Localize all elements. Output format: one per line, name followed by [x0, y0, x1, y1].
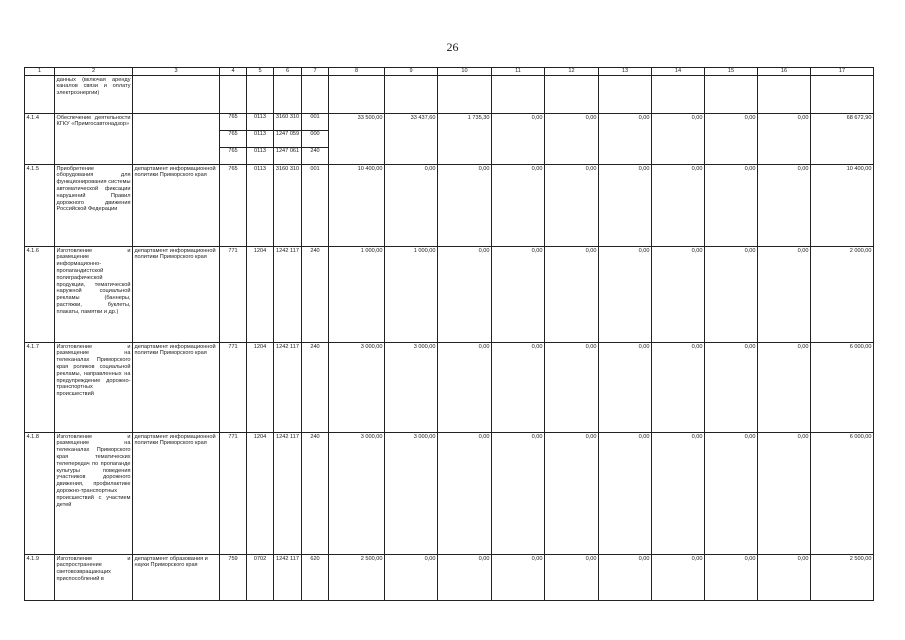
code-segment: 0113: [247, 114, 273, 131]
code-c7: 240: [302, 247, 329, 343]
amount-c12: 0,00: [545, 433, 599, 555]
code-c6: 1242 117: [274, 555, 302, 601]
item-name: Приобретение оборудования для функционирования системы автоматической фиксации нарушений Правил дорожного движения Российской Федерации: [55, 165, 133, 247]
table-row: [25, 114, 874, 165]
code-segment: 1247 059: [274, 131, 301, 148]
item-executor: департамент информационной политики Приморского края: [133, 247, 220, 343]
amount-c8: 3 000,00: [329, 433, 385, 555]
amount-c12: 0,00: [545, 343, 599, 433]
code-segment: 0113: [253, 148, 267, 154]
amount-c9: 1 000,00: [385, 247, 438, 343]
header-cell: 3: [133, 68, 220, 76]
item-number: 4.1.4: [25, 114, 55, 165]
header-cell: 9: [385, 68, 438, 76]
amount-c16: 0,00: [758, 433, 811, 555]
program-table: [24, 67, 874, 601]
item-number: 4.1.8: [25, 433, 55, 555]
header-cell: 2: [55, 68, 133, 76]
header-cell: 11: [492, 68, 545, 76]
code-c6: 1242 117: [274, 433, 302, 555]
amount-c12: 0,00: [545, 165, 599, 247]
continuation-text: данных (включая аренду каналов связи и оплату электроэнергии): [55, 76, 133, 114]
amount-c17: 2 000,00: [811, 247, 874, 343]
amount-c14: 0,00: [652, 343, 705, 433]
code-segment: 1247 061: [275, 148, 300, 154]
code-segment: 240: [310, 148, 320, 154]
header-cell: 8: [329, 68, 385, 76]
amount-c13: 0,00: [599, 165, 652, 247]
code-cell-c5: [247, 114, 274, 165]
amount-c17: 2 500,00: [811, 555, 874, 601]
amount-c10: 0,00: [438, 165, 492, 247]
amount-c12: 0,00: [545, 247, 599, 343]
code-segment: 3160 310: [274, 114, 301, 131]
item-number: 4.1.7: [25, 343, 55, 433]
code-c5: 1204: [247, 343, 274, 433]
amount-c13: 0,00: [599, 114, 652, 165]
amount-c11: 0,00: [492, 555, 545, 601]
code-c7: 240: [302, 433, 329, 555]
page-number: 26: [446, 40, 459, 54]
code-segment: 000: [302, 131, 328, 148]
amount-c10: 1 735,30: [438, 114, 492, 165]
amount-c10: 0,00: [438, 343, 492, 433]
amount-c11: 0,00: [492, 343, 545, 433]
amount-c11: 0,00: [492, 247, 545, 343]
amount-c14: 0,00: [652, 114, 705, 165]
item-number: 4.1.5: [25, 165, 55, 247]
amount-c14: 0,00: [652, 247, 705, 343]
continuation-row: [25, 76, 874, 114]
code-c7: 240: [302, 343, 329, 433]
amount-c8: 3 000,00: [329, 343, 385, 433]
code-c4: 765: [220, 165, 247, 247]
item-executor: департамент информационной политики Приморского края: [133, 433, 220, 555]
code-segment: 765: [220, 114, 246, 131]
item-number: 4.1.9: [25, 555, 55, 601]
amount-c10: 0,00: [438, 433, 492, 555]
item-name: Обеспечение деятельности КГКУ «Примгосавтонадзор»: [55, 114, 133, 165]
amount-c13: 0,00: [599, 433, 652, 555]
amount-c8: 2 500,00: [329, 555, 385, 601]
amount-c8: 1 000,00: [329, 247, 385, 343]
item-executor: департамент информационной политики Приморского края: [133, 343, 220, 433]
table-row: [25, 343, 874, 433]
code-segment: 765: [220, 131, 246, 148]
amount-c11: 0,00: [492, 433, 545, 555]
amount-c15: 0,00: [705, 247, 758, 343]
code-segment: 765: [228, 148, 238, 154]
table-row: [25, 555, 874, 601]
amount-c14: 0,00: [652, 433, 705, 555]
amount-c15: 0,00: [705, 114, 758, 165]
amount-c16: 0,00: [758, 247, 811, 343]
amount-c8: 33 500,00: [329, 114, 385, 165]
amount-c12: 0,00: [545, 114, 599, 165]
amount-c16: 0,00: [758, 114, 811, 165]
code-segment: 0113: [247, 131, 273, 148]
code-c6: 1242 117: [274, 247, 302, 343]
item-name: Изготовление и размещение информационно-пропагандистской полиграфической продукции, тематической наружной социальной рекламы (баннеры, растяжки, буклеты, плакаты, памятки и др.): [55, 247, 133, 343]
amount-c16: 0,00: [758, 165, 811, 247]
header-cell: 7: [302, 68, 329, 76]
header-cell: 10: [438, 68, 492, 76]
item-name: Изготовление и распространение световозвращающих приспособлений в: [55, 555, 133, 601]
code-c4: 771: [220, 247, 247, 343]
amount-c9: 0,00: [385, 165, 438, 247]
amount-c12: 0,00: [545, 555, 599, 601]
amount-c13: 0,00: [599, 343, 652, 433]
item-executor: департамент образования и науки Приморского края: [133, 555, 220, 601]
table-row: [25, 165, 874, 247]
header-cell: 14: [652, 68, 705, 76]
amount-c10: 0,00: [438, 247, 492, 343]
amount-c17: 6 000,00: [811, 433, 874, 555]
code-cell-c6: [274, 114, 302, 165]
code-c7: 620: [302, 555, 329, 601]
amount-c15: 0,00: [705, 555, 758, 601]
header-row: [25, 68, 874, 76]
amount-c11: 0,00: [492, 114, 545, 165]
amount-c17: 6 000,00: [811, 343, 874, 433]
header-cell: 4: [220, 68, 247, 76]
amount-c9: 0,00: [385, 555, 438, 601]
header-cell: 5: [247, 68, 274, 76]
amount-c14: 0,00: [652, 165, 705, 247]
amount-c9: 3 000,00: [385, 343, 438, 433]
code-c6: 3160 310: [274, 165, 302, 247]
header-cell: 6: [274, 68, 302, 76]
item-number: 4.1.6: [25, 247, 55, 343]
amount-c13: 0,00: [599, 247, 652, 343]
amount-c17: 68 672,90: [811, 114, 874, 165]
amount-c15: 0,00: [705, 343, 758, 433]
code-cell-c4: [220, 114, 247, 165]
amount-c9: 3 000,00: [385, 433, 438, 555]
item-executor: [133, 114, 220, 165]
amount-c15: 0,00: [705, 433, 758, 555]
amount-c14: 0,00: [652, 555, 705, 601]
amount-c16: 0,00: [758, 555, 811, 601]
amount-c13: 0,00: [599, 555, 652, 601]
code-c4: 771: [220, 343, 247, 433]
table-row: [25, 247, 874, 343]
item-name: Изготовление и размещение на телеканалах Приморского края тематических телепередач по пропаганде культуры поведения участников дорожного движения, профилактике дорожно-транспортных происшествий с участием детей: [55, 433, 133, 555]
code-c4: 759: [220, 555, 247, 601]
amount-c9: 33 437,60: [385, 114, 438, 165]
item-executor: департамент информационной политики Приморского края: [133, 165, 220, 247]
header-cell: 15: [705, 68, 758, 76]
amount-c16: 0,00: [758, 343, 811, 433]
amount-c15: 0,00: [705, 165, 758, 247]
code-c5: 1204: [247, 247, 274, 343]
header-cell: 17: [811, 68, 874, 76]
code-c6: 1242 117: [274, 343, 302, 433]
header-cell: 1: [25, 68, 55, 76]
code-segment: 001: [302, 114, 328, 131]
table-row: [25, 433, 874, 555]
amount-c10: 0,00: [438, 555, 492, 601]
amount-c11: 0,00: [492, 165, 545, 247]
amount-c17: 10 400,00: [811, 165, 874, 247]
code-cell-c7: [302, 114, 329, 165]
code-c7: 001: [302, 165, 329, 247]
header-cell: 12: [545, 68, 599, 76]
item-name: Изготовление и размещение на телеканалах Приморского края роликов социальной рекламы, направленных на предупреждение дорожно-транспортных происшествий: [55, 343, 133, 433]
code-c5: 0702: [247, 555, 274, 601]
amount-c8: 10 400,00: [329, 165, 385, 247]
code-c5: 1204: [247, 433, 274, 555]
header-cell: 16: [758, 68, 811, 76]
header-cell: 13: [599, 68, 652, 76]
code-c5: 0113: [247, 165, 274, 247]
code-c4: 771: [220, 433, 247, 555]
